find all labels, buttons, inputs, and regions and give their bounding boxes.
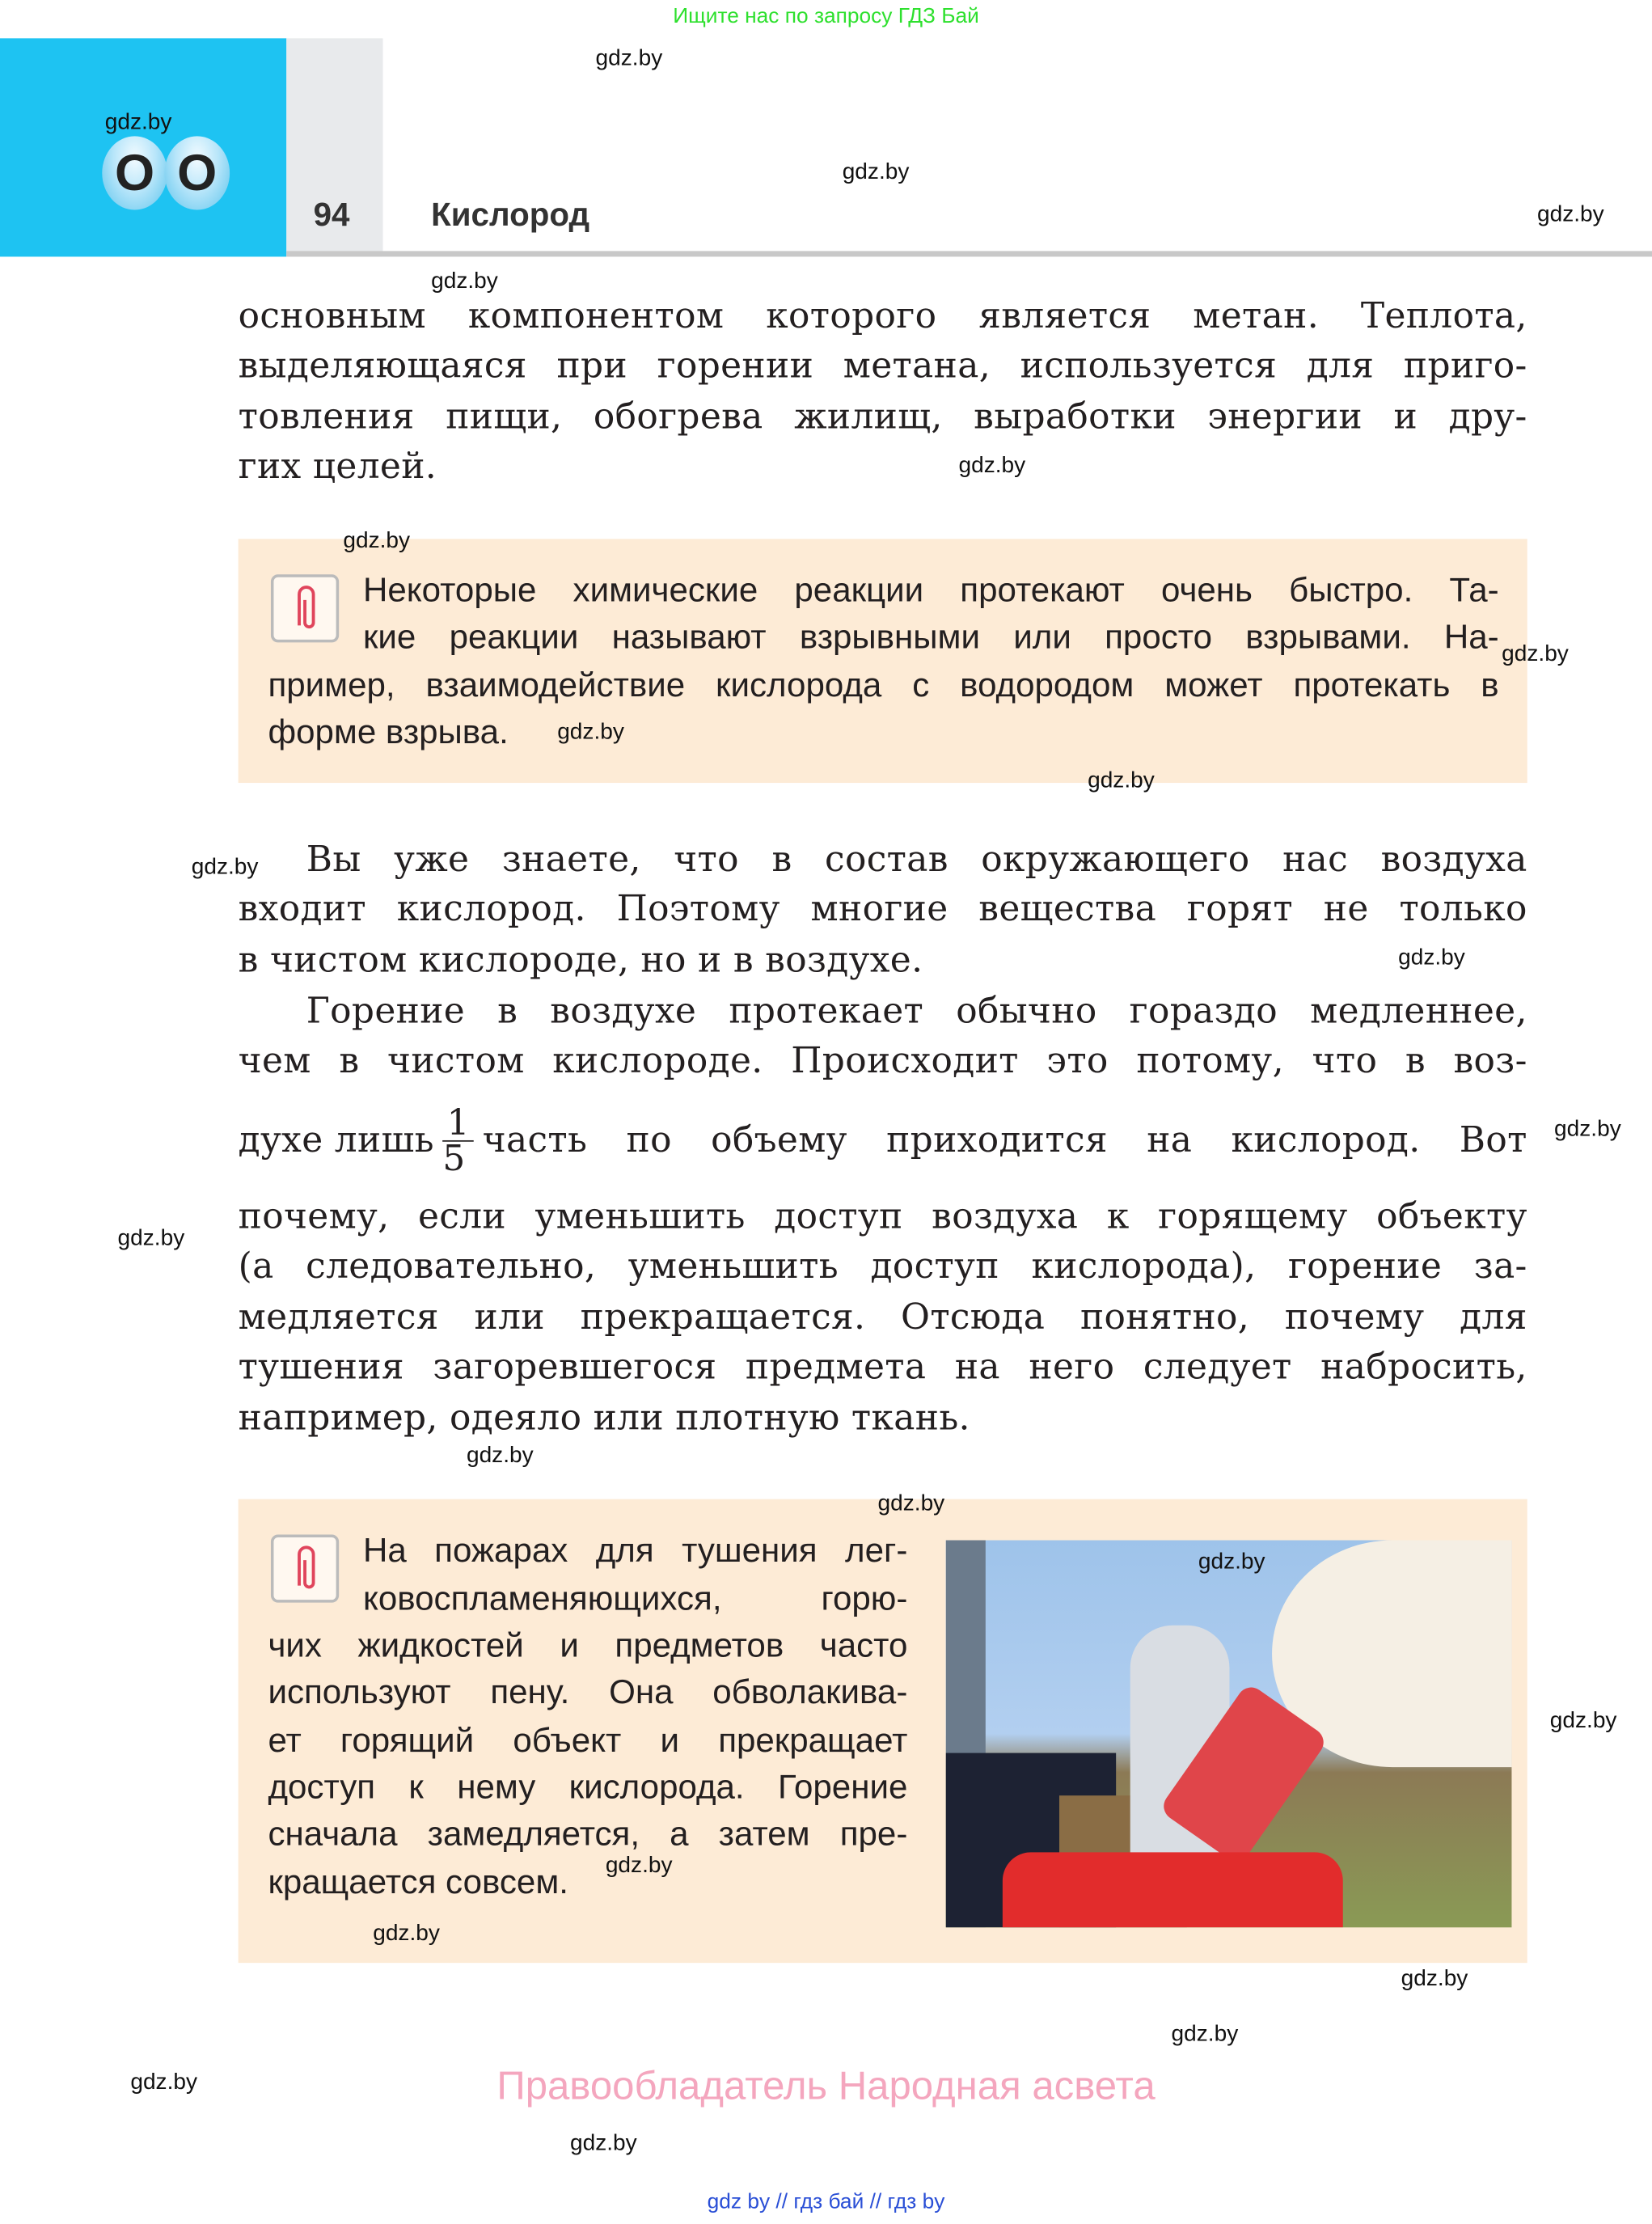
text-fragment: часть по объему приходится на кислород. Вот [482, 1118, 1527, 1161]
watermark: gdz.by [1171, 2022, 1239, 2047]
text-line: в чистом кислороде, но и в воздухе. [238, 938, 923, 980]
watermark: gdz.by [343, 529, 411, 553]
fraction-denominator: 5 [442, 1136, 466, 1178]
note-line: пример, взаимодействие кислорода с водородом может протекать в [268, 666, 1499, 705]
watermark: gdz.by [1398, 945, 1465, 970]
fraction-line [239, 1103, 1527, 1177]
fraction-one-fifth [442, 1101, 474, 1178]
text-line: тушения загоревшегося предмета на него следует набросить, [238, 1346, 1527, 1388]
note-line: используют пену. Она обволакива- [268, 1673, 908, 1712]
text-fragment: духе лишь [238, 1118, 434, 1161]
note-line: ет горящий объект и прекращает [268, 1721, 908, 1761]
top-banner[interactable]: Ищите нас по запросу ГДЗ Бай [673, 4, 979, 29]
watermark: gdz.by [958, 454, 1026, 478]
watermark: gdz.by [1537, 202, 1604, 227]
note-line: На пожарах для тушения лег- [362, 1531, 908, 1571]
chapter-title: Кислород [431, 196, 590, 233]
oxygen-logo-icon [102, 136, 232, 209]
note-line: доступ к нему кислорода. Горение [268, 1768, 908, 1808]
watermark: gdz.by [595, 46, 663, 71]
paperclip-icon [271, 1535, 339, 1603]
fraction-numerator: 1 [442, 1106, 474, 1141]
text-line: выделяющаяся при горении метана, используется для приго- [238, 345, 1527, 387]
note-line: ковоспламеняющихся, горю- [362, 1579, 908, 1618]
logo-bubble: O [102, 136, 167, 209]
note-line: кие реакции называют взрывными или просто взрывами. На- [362, 618, 1499, 657]
watermark: gdz.by [466, 1444, 534, 1469]
watermark: gdz.by [1502, 642, 1569, 667]
text-line: (а следовательно, уменьшить доступ кислорода), горение за- [238, 1245, 1527, 1287]
note-line: форме взрыва. [268, 713, 509, 752]
bottom-links[interactable]: gdz by // гдз бай // гдз by [707, 2189, 945, 2214]
text-line: гих целей. [238, 445, 437, 487]
watermark: gdz.by [373, 1922, 440, 1947]
copyright-footer: Правообладатель Народная асвета [496, 2063, 1156, 2108]
text-line: товления пищи, обогрева жилищ, выработки энергии и дру- [238, 395, 1527, 438]
logo-bubble: O [164, 136, 230, 209]
watermark: gdz.by [1401, 1967, 1468, 1992]
note-line: Некоторые химические реакции протекают очень быстро. Та- [362, 571, 1499, 611]
note-line: сначала замедляется, а затем пре- [268, 1815, 908, 1854]
text-line: чем в чистом кислороде. Происходит это потому, что в воз- [238, 1039, 1527, 1081]
page-number: 94 [313, 196, 350, 233]
text-line: медляется или прекращается. Отсюда понятно, почему для [238, 1296, 1527, 1338]
paperclip-icon [271, 574, 339, 642]
watermark: gdz.by [1549, 1709, 1617, 1734]
text-line: почему, если уменьшить доступ воздуха к горящему объекту [238, 1195, 1527, 1237]
watermark: gdz.by [117, 1226, 185, 1251]
watermark: gdz.by [605, 1854, 673, 1878]
text-line: например, одеяло или плотную ткань. [238, 1397, 970, 1439]
watermark: gdz.by [431, 269, 498, 294]
text-line: Вы уже знаете, что в состав окружающего нас воздуха [306, 838, 1527, 880]
watermark: gdz.by [569, 2131, 637, 2156]
watermark: gdz.by [1198, 1550, 1265, 1575]
text-line: основным компонентом которого является метан. Теплота, [238, 294, 1527, 336]
firefighters-foam-photo [946, 1541, 1512, 1928]
note-line: кращается совсем. [268, 1863, 568, 1902]
watermark: gdz.by [191, 855, 259, 880]
watermark: gdz.by [1554, 1117, 1621, 1142]
text-line: Горение в воздухе протекает обычно гораздо медленнее, [306, 990, 1527, 1031]
watermark: gdz.by [877, 1491, 945, 1516]
header-divider [286, 251, 1652, 256]
watermark: gdz.by [1088, 768, 1155, 793]
watermark: gdz.by [130, 2070, 198, 2095]
watermark: gdz.by [104, 110, 172, 135]
watermark: gdz.by [557, 720, 624, 745]
text-line: входит кислород. Поэтому многие вещества горят не только [238, 887, 1527, 929]
note-line: чих жидкостей и предметов часто [268, 1626, 908, 1665]
watermark: gdz.by [842, 160, 910, 184]
